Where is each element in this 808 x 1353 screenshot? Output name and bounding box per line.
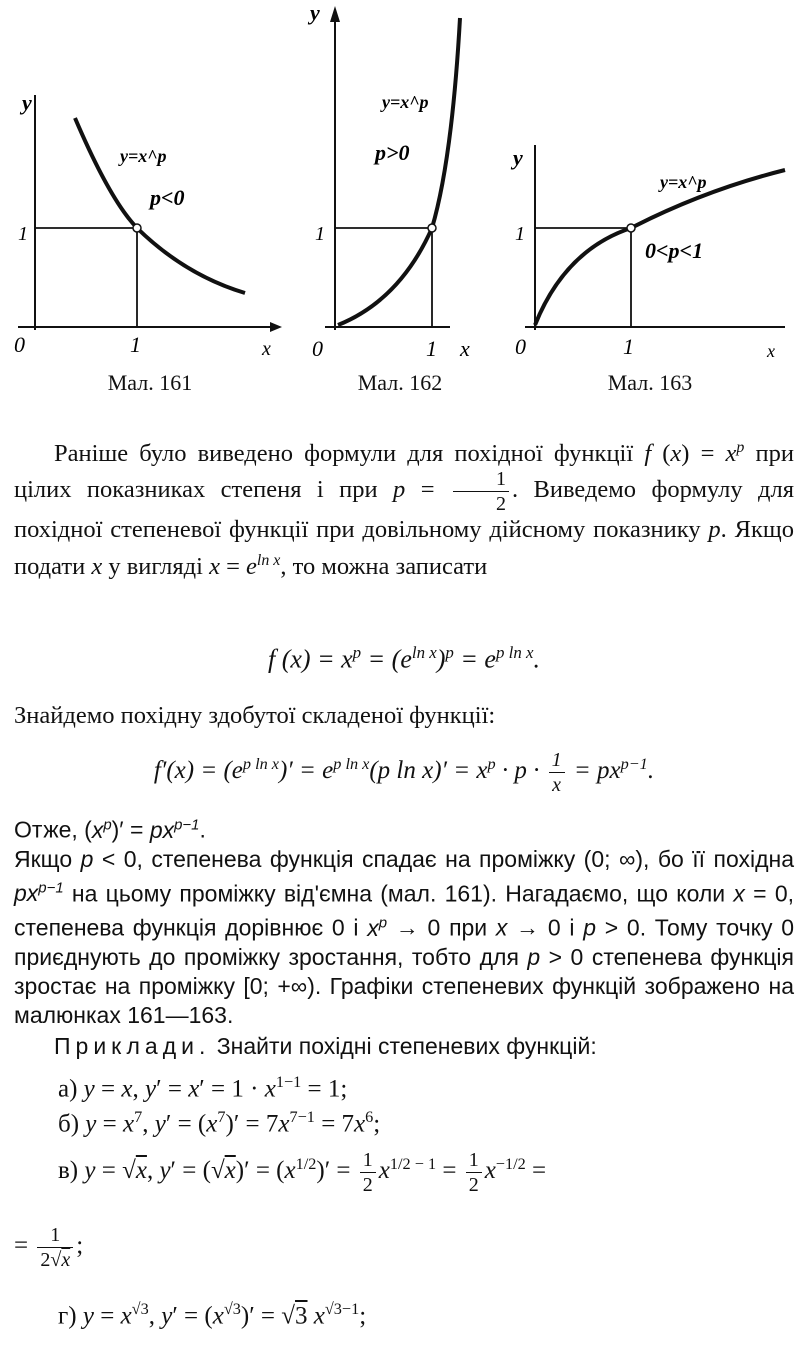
- figure-161-caption: Мал. 161: [107, 370, 193, 395]
- figure-161: [0, 0, 290, 370]
- figure-162-caption: Мал. 162: [357, 370, 443, 395]
- y-tick-label: 1: [315, 223, 325, 245]
- x-tick-label: 1: [130, 332, 141, 357]
- condition-label: p>0: [375, 140, 410, 165]
- y-axis-label: y: [310, 0, 320, 25]
- x-tick-label: 1: [623, 334, 634, 359]
- origin-label: 0: [14, 332, 25, 357]
- paragraph-3: Отже, $(x^p)' = px^{p-1}$. Якщо p < 0, степенева функція спадає на проміжку (0; ∞), бо її похідна $px^{p-1}$ на цьому проміжку від'ємна (мал. 161). Нагадаємо, що коли x = 0, степенева функція дорівнює 0 і $x^p \to 0$ при x → 0 і p > 0. Тому точку 0 приєднують до проміжку зростання, тобто для p > 0 степенева функція зростає на проміжку [0; +∞). Графіки степеневих функцій зображено на малюнках 161—163. Приклади. Знайти похідні степеневих функцій:: [14, 816, 795, 1059]
- x-axis-label: x: [460, 336, 470, 361]
- example-g: г) $y = x^{√3}$, $y' = (x^{√3})' = √3$ $x^{√3-1}$;: [58, 1300, 367, 1330]
- y-axis-label: y: [22, 90, 32, 115]
- x-axis-label: x: [262, 338, 271, 360]
- curve-label: y=x^p: [120, 146, 167, 166]
- condition-label: 0<p<1: [645, 238, 704, 263]
- origin-label: 0: [312, 336, 323, 361]
- y-tick-label: 1: [515, 223, 525, 245]
- curve-label: y=x^p: [660, 172, 707, 192]
- example-v-result: = $\frac{1}{2√x}$ ;: [14, 1224, 84, 1271]
- example-v: в) y = √x, $y' = (√x)' = (x^{1/2})'$ = $\frac{1}{2}$ $x^{1/2 - 1}$ = $\frac{1}{2}$ $x^{-1/2}$ =: [58, 1149, 547, 1196]
- paragraph-2: Знайдемо похідну здобутої складеної функції:: [14, 702, 496, 729]
- figure-163-caption: Мал. 163: [607, 370, 693, 395]
- formula-power-exp: f $(x) = x^p = (e^{ln x})^p = e^{p ln x}$.: [268, 643, 540, 674]
- example-a: а) y = x, $y' = x' = 1 \cdot x^{1-1} = 1$;: [58, 1073, 348, 1103]
- condition-label: p<0: [150, 185, 185, 210]
- x-axis-label: x: [767, 341, 775, 361]
- y-axis-label: y: [513, 145, 523, 170]
- x-tick-label: 1: [426, 336, 437, 361]
- paragraph-1: Раніше було виведено формули для похідної функції f $(x) = x^p$ при цілих показниках степеня і при p = $\frac{1}{2}$ . Виведемо формулу для похідної степеневої функції при довільному дійсному показнику p. Якщо подати x у вигляді $x = e^{ln x}$, то можна записати: [14, 439, 794, 581]
- y-tick-label: 1: [18, 223, 28, 245]
- origin-label: 0: [515, 334, 526, 359]
- formula-derivative: $f'(x) = (e^{p ln x})' = e^{p ln x}(p$ $\ln x)' = x^p \cdot p$ · $\frac{1}{x}$ = $px^{p-1}$.: [153, 749, 655, 796]
- curve-label: y=x^p: [382, 92, 429, 112]
- figure-162: [290, 0, 520, 370]
- figure-163: [505, 0, 805, 370]
- example-b: б) $y = x^7$, $y' = (x^7)' = 7x^{7-1} = 7x^6$;: [58, 1108, 381, 1138]
